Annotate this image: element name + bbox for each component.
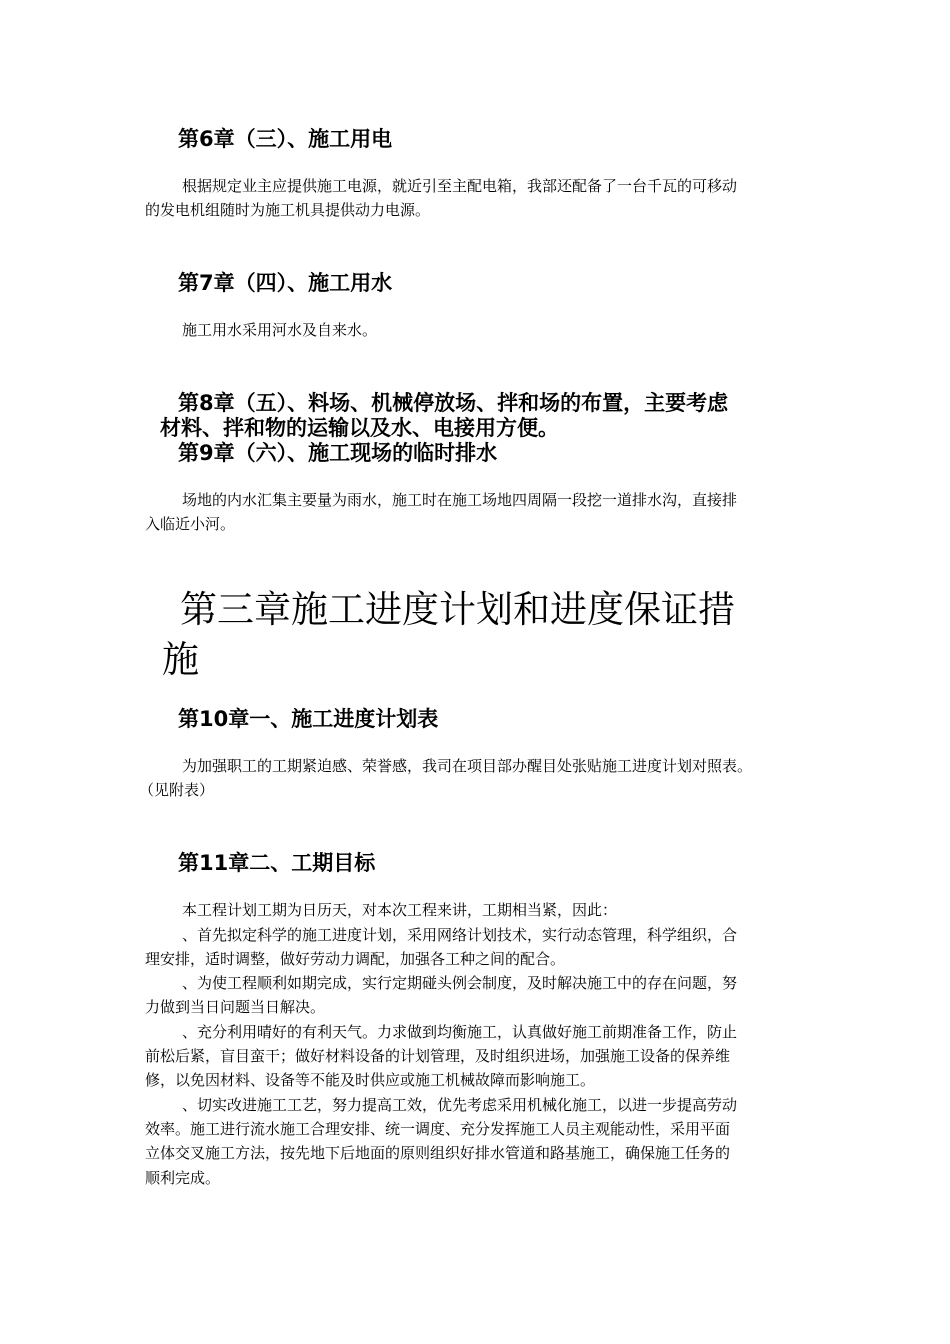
section-11-line-10: 效率。施工进行流水施工合理安排、统一调度、充分发挥施工人员主观能动性，采用平面 [145,1120,731,1138]
section-11-line-5: 力做到当日问题当日解决。 [145,998,326,1016]
section-6-heading: 第6章（三）、施工用电 [178,127,393,151]
section-11-line-4: 、为使工程顺利如期完成，实行定期碰头例会制度，及时解决施工中的存在问题，努 [182,974,738,992]
section-10-heading: 第10章一、施工进度计划表 [178,707,439,731]
section-11-line-7: 前松后紧，盲目蛮干；做好材料设备的计划管理，及时组织进场，加强施工设备的保养维 [145,1047,731,1065]
chapter-3-title-line-2: 施 [162,638,199,681]
section-9-line-1: 场地的内水汇集主要量为雨水，施工时在施工场地四周隔一段挖一道排水沟，直接排 [182,491,738,509]
section-11-line-6: 、充分利用晴好的有利天气。力求做到均衡施工，认真做好施工前期准备工作，防止 [182,1023,738,1041]
section-10-line-2: （见附表） [139,781,215,799]
section-11-line-12: 顺利完成。 [145,1169,221,1187]
section-11-line-3: 理安排，适时调整，做好劳动力调配，加强各工种之间的配合。 [145,950,566,968]
section-11-line-9: 、切实改进施工工艺，努力提高工效，优先考虑采用机械化施工，以进一步提高劳动 [182,1096,738,1114]
section-11-line-1: 本工程计划工期为日历天，对本次工程来讲，工期相当紧，因此： [182,901,618,919]
section-7-line-1: 施工用水采用河水及自来水。 [182,321,378,339]
section-9-heading: 第9章（六）、施工现场的临时排水 [178,441,498,465]
section-6-line-1: 根据规定业主应提供施工电源，就近引至主配电箱，我部还配备了一台千瓦的可移动 [182,177,738,195]
section-11-heading: 第11章二、工期目标 [178,851,376,875]
section-8-heading-line-2: 材料、拌和物的运输以及水、电接用方便。 [160,416,559,440]
section-9-line-2: 入临近小河。 [145,515,236,533]
section-10-line-1: 为加强职工的工期紧迫感、荣誉感，我司在项目部办醒目处张贴施工进度计划对照表。 [182,757,753,775]
section-11-line-2: 、首先拟定科学的施工进度计划，采用网络计划技术，实行动态管理，科学组织，合 [182,926,738,944]
chapter-3-title-line-1: 第三章施工进度计划和进度保证措 [180,588,735,631]
section-7-heading: 第7章（四）、施工用水 [178,271,393,295]
section-11-line-11: 立体交叉施工方法，按先地下后地面的原则组织好排水管道和路基施工，确保施工任务的 [145,1144,731,1162]
section-6-line-2: 的发电机组随时为施工机具提供动力电源。 [145,201,431,219]
section-8-heading-line-1: 第8章（五）、料场、机械停放场、拌和场的布置，主要考虑 [178,391,729,415]
section-11-line-8: 修，以免因材料、设备等不能及时供应或施工机械故障而影响施工。 [145,1071,596,1089]
